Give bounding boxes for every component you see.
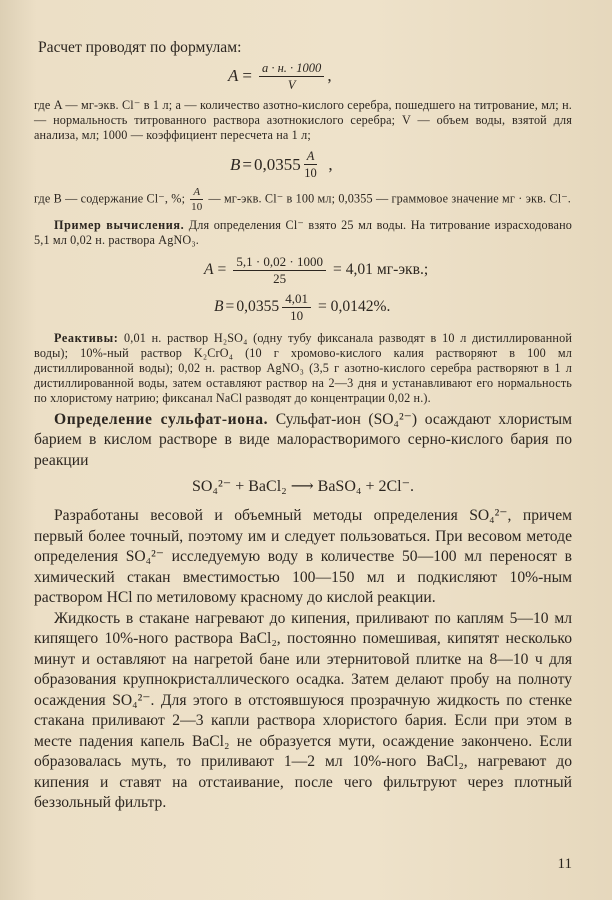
calc-b-result: = 0,0142%. bbox=[317, 298, 391, 316]
calc-a bbox=[204, 255, 572, 286]
formula-b-denominator: 10 bbox=[304, 166, 317, 181]
calc-b-fraction bbox=[282, 292, 311, 323]
calc-a-numerator: 5,1 · 0,02 · 1000 bbox=[233, 255, 326, 271]
equals-sign: = bbox=[217, 261, 227, 279]
equals-sign: = bbox=[242, 66, 252, 85]
definition-a bbox=[34, 98, 572, 144]
formula-a-tail: , bbox=[327, 66, 332, 85]
calc-a-lhs: A bbox=[204, 261, 214, 279]
example-label: Пример вычисления. bbox=[54, 218, 185, 233]
formula-b-lhs: B bbox=[230, 154, 241, 174]
paragraph-procedure-text: Жидкость в стакане нагревают до кипения, приливают по каплям 5—10 мл кипящего 10%-ного раствора BaCl₂, постоянно помешивая, кипятят несколько минут и оставляют на нагретой бане или этернитовой плитке на 8—10 ч для образования крупнокристаллического осадка. Затем делают пробу на полноту осаждения SO₄²⁻. Для этого в отстоявшуюся прозрачную жидкость по стенке стакана приливают 2—3 капли раствора хлористого бария. Если при этом в месте падения капель BaCl₂ не образуется мути, осаждение закончено. Если образовалась муть, то приливают 1—2 мл 10%-ного BaCl₂, нагревают до кипения и ставят на отстаивание, после чего фильтруют через плотный беззольный фильтр. bbox=[34, 609, 572, 812]
intro-line bbox=[38, 38, 572, 59]
calc-a-fraction bbox=[233, 255, 326, 286]
definition-a-text: где A — мг-экв. Cl⁻ в 1 л; a — количество азотно-кислого серебра, пошедшего на титрование, мл; н. — нормальность титрованного раствора азотнокислого серебра; V — объем воды, взятой для анализа, мл; 1000 — коэффициент пересчета на 1 л; bbox=[34, 97, 572, 142]
formula-b-coef: 0,0355 bbox=[253, 154, 301, 174]
paragraph-methods bbox=[34, 506, 572, 609]
intro-text: Расчет проводят по формулам: bbox=[38, 39, 242, 56]
definition-b-pre: где B — содержание Cl⁻, %; bbox=[34, 191, 186, 206]
calc-b-coef: 0,0355 bbox=[236, 298, 280, 316]
reaction-equation bbox=[34, 476, 572, 496]
reagents-text: 0,01 н. раствор H₂SO₄ (одну тубу фиксанала разводят в 10 л дистиллированной воды); 10%-ный раствор K₂CrO₄ (10 г хромово-кислого калия растворяют в 100 мл дистиллированной воды); 0,02 н. раствор AgNO₃ (3,5 г азотно-кислого серебра растворяют в 1 л дистиллированной воды, затем оставляют раствор на 2—3 дня и устанавливают его нормальность по хлористому натрию; фиксанал NaCl разводят до концентрации 0,02 н.). bbox=[34, 330, 572, 406]
formula-b-tail: , bbox=[328, 154, 333, 174]
equals-sign: = bbox=[242, 154, 252, 174]
formula-a-denominator: V bbox=[287, 77, 296, 92]
sulfate-paragraph bbox=[34, 410, 572, 472]
equals-sign: = bbox=[225, 298, 235, 316]
paragraph-methods-text: Разработаны весовой и объемный методы определения SO₄²⁻, причем первый более точный, поэтому им и следует пользоваться. При весовом методе определения SO₄²⁻ исследуемую воду в количестве 50—100 мл переносят в химический стакан вместимостью 100—150 мл и подкисляют 10%-ным раствором HCl по метиловому красному до кислой реакции. bbox=[34, 507, 572, 607]
example-text: Для определения Cl⁻ взято 25 мл воды. На титрование израсходовано 5,1 мл 0,02 н. раствора AgNO₃. bbox=[34, 218, 573, 248]
calc-a-denominator: 25 bbox=[273, 270, 287, 286]
formula-a-numerator: a · н. · 1000 bbox=[259, 61, 324, 77]
calc-b bbox=[214, 292, 572, 323]
reagents-paragraph bbox=[34, 331, 572, 407]
definition-b bbox=[34, 186, 572, 213]
definition-b-fraction bbox=[190, 186, 203, 213]
reaction-text: SO₄²⁻ + BaCl₂ ⟶ BaSO₄ + 2Cl⁻. bbox=[191, 478, 415, 496]
calc-b-numerator: 4,01 bbox=[282, 292, 311, 308]
calc-a-result: = 4,01 мг-экв.; bbox=[333, 261, 429, 279]
definition-b-post: — мг-экв. Cl⁻ в 100 мл; 0,0355 — граммовое значение мг · экв. Cl⁻. bbox=[208, 191, 572, 206]
page-number: 11 bbox=[557, 856, 572, 872]
definition-b-numerator: A bbox=[190, 186, 203, 200]
formula-b bbox=[230, 149, 572, 180]
formula-b-fraction bbox=[304, 149, 318, 180]
formula-a bbox=[228, 61, 572, 92]
calc-b-denominator: 10 bbox=[290, 307, 304, 323]
formula-b-numerator: A bbox=[304, 149, 318, 165]
sulfate-text: Сульфат-ион (SO₄²⁻) осаждают хлористым барием в кислом растворе в виде малорастворимого серно-кислого бария по реакции bbox=[34, 410, 572, 469]
example-paragraph bbox=[34, 218, 572, 248]
sulfate-heading: Определение сульфат-иона. bbox=[54, 410, 269, 428]
paragraph-procedure bbox=[34, 609, 572, 814]
calc-b-lhs: B bbox=[214, 298, 224, 316]
reagents-label: Реактивы: bbox=[54, 330, 119, 345]
formula-a-fraction bbox=[259, 61, 324, 92]
definition-b-denominator: 10 bbox=[191, 201, 203, 214]
formula-a-lhs: A bbox=[228, 66, 239, 85]
